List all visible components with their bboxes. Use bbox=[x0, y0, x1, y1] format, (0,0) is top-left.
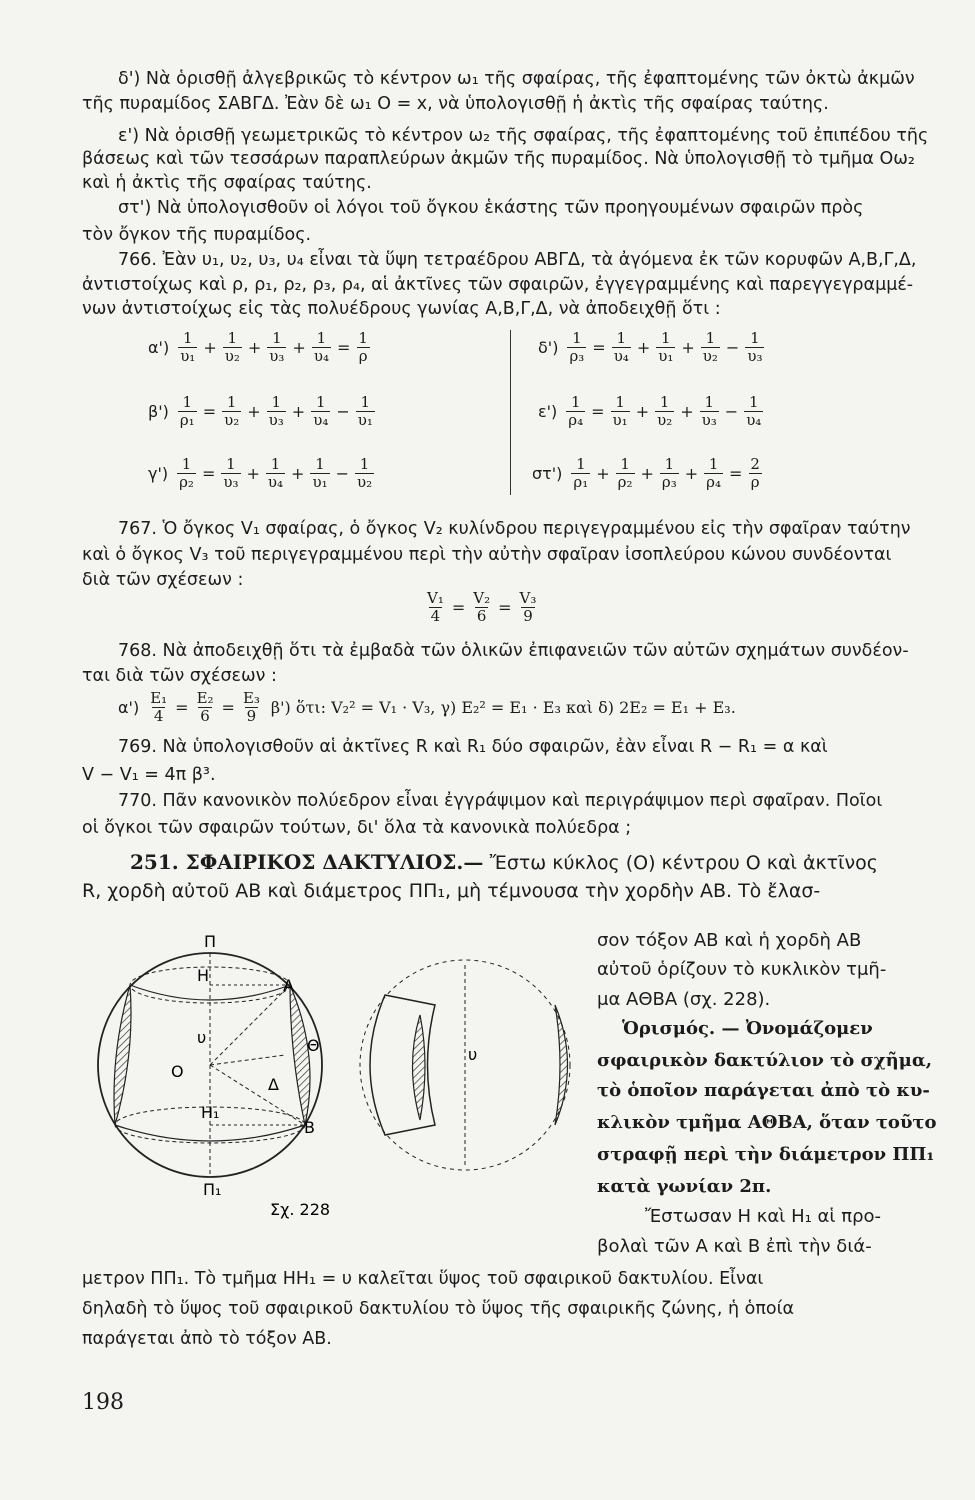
text-line: ἀντιστοίχως καὶ ρ, ρ₁, ρ₂, ρ₃, ρ₄, αἱ ἀκτῖνες τῶν σφαιρῶν, ἐγγεγραμμένης καὶ παρεγγεγραμμέ- bbox=[82, 275, 914, 295]
equation-767: $\frac{\text{V₁}}{4}$ = $\frac{\text{V₂}}{6}$ = $\frac{\text{V₃}}{9}$ bbox=[427, 589, 537, 625]
text-line: στραφῇ περὶ τὴν διάμετρον ΠΠ₁ bbox=[597, 1144, 935, 1165]
text-line: παράγεται ἀπὸ τὸ τόξον ΑΒ. bbox=[82, 1329, 332, 1349]
text-line: αὐτοῦ ὁρίζουν τὸ κυκλικὸν τμῆ- bbox=[597, 959, 887, 980]
equation-epsilon: ε') $\frac{1}{\text{ρ₄}}$ = $\frac{1}{\text{υ₁}}$ + $\frac{1}{\text{υ₂}}$ + $\frac{1}{\text{υ₃}}$ − $\frac{1}{\text{υ₄}}$ bbox=[538, 393, 762, 429]
text-line: στ') Νὰ ὑπολογισθοῦν οἱ λόγοι τοῦ ὄγκου ἑκάστης τῶν προηγουμένων σφαιρῶν πρὸς bbox=[118, 198, 864, 218]
text-line: τῆς πυραμίδος ΣΑΒΓΔ. Ἐὰν δὲ ω₁ Ο = x, νὰ ὑπολογισθῇ ἡ ἀκτὶς τῆς σφαίρας ταύτης. bbox=[82, 94, 829, 114]
ring-right-part bbox=[555, 1005, 568, 1125]
text-line: 769. Νὰ ὑπολογισθοῦν αἱ ἀκτῖνες R καὶ R₁ δύο σφαιρῶν, ἐὰν εἶναι R − R₁ = α καὶ bbox=[118, 737, 828, 757]
label-theta: Θ bbox=[307, 1036, 320, 1055]
text-line: Ὁρισμός. — Ὀνομάζομεν bbox=[622, 1018, 873, 1039]
text-line: καὶ ἡ ἀκτὶς τῆς σφαίρας ταύτης. bbox=[82, 173, 372, 193]
text-line: διὰ τῶν σχέσεων : bbox=[82, 570, 244, 590]
text-line: V − V₁ = 4π β³. bbox=[82, 765, 216, 785]
text-line: οἱ ὄγκοι τῶν σφαιρῶν τούτων, δι' ὅλα τὰ κανονικὰ πολύεδρα ; bbox=[82, 818, 632, 838]
text-line: 770. Πᾶν κανονικὸν πολύεδρον εἶναι ἐγγράψιμον καὶ περιγράψιμον περὶ σφαῖραν. Ποῖοι bbox=[118, 791, 883, 811]
text-line: κατὰ γωνίαν 2π. bbox=[597, 1176, 772, 1197]
text-line: σον τόξον ΑΒ καὶ ἡ χορδὴ ΑΒ bbox=[597, 930, 862, 951]
text-line: δηλαδὴ τὸ ὕψος τοῦ σφαιρικοῦ δακτυλίου τὸ ὕψος τῆς σφαιρικῆς ζώνης, ἡ ὁποία bbox=[82, 1299, 795, 1319]
text-line: μετρον ΠΠ₁. Τὸ τμῆμα ΗΗ₁ = υ καλεῖται ὕψος τοῦ σφαιρικοῦ δακτυλίου. Εἶναι bbox=[82, 1269, 764, 1289]
figure-228 bbox=[85, 925, 585, 1225]
text-line: κλικὸν τμῆμα ΑΘΒΑ, ὅταν τοῦτο bbox=[597, 1112, 937, 1133]
text-line: ται διὰ τῶν σχέσεων : bbox=[82, 666, 277, 686]
label-P: Π bbox=[204, 932, 217, 951]
text-line: βάσεως καὶ τῶν τεσσάρων παραπλεύρων ἀκμῶν τῆς πυραμίδος. Νὰ ὑπολογισθῇ τὸ τμῆμα Οω₂ bbox=[82, 149, 915, 169]
text-line: 768. Νὰ ἀποδειχθῇ ὅτι τὰ ἐμβαδὰ τῶν ὁλικῶν ἐπιφανειῶν τῶν αὐτῶν σχημάτων συνδέον- bbox=[118, 641, 909, 661]
section-heading: 251. ΣΦΑΙΡΙΚΟΣ ΔΑΚΤΥΛΙΟΣ.— Ἔστω κύκλος (Ο) κέντρου Ο καὶ ἀκτῖνος bbox=[130, 850, 878, 874]
page-number: 198 bbox=[82, 1390, 124, 1415]
label-B: Β bbox=[304, 1118, 315, 1137]
label-P1: Π₁ bbox=[203, 1180, 222, 1199]
text-line: δ') Νὰ ὁρισθῇ ἀλγεβρικῶς τὸ κέντρον ω₁ τῆς σφαίρας, τῆς ἐφαπτομένης τῶν ὀκτὼ ἀκμῶν bbox=[118, 69, 915, 89]
label-H: Η bbox=[197, 966, 210, 985]
equation-beta: β') $\frac{1}{\text{ρ₁}}$ = $\frac{1}{\text{υ₂}}$ + $\frac{1}{\text{υ₃}}$ + $\frac{1}{\text{υ₄}}$ − $\frac{1}{\text{υ₁}}$ bbox=[148, 393, 373, 429]
equation-alpha: α') $\frac{1}{\text{υ₁}}$ + $\frac{1}{\text{υ₂}}$ + $\frac{1}{\text{υ₃}}$ + $\frac{1}{\text{υ₄}}$ = $\frac{1}{\rho}$ bbox=[148, 329, 368, 365]
text-line: τὸ ὁποῖον παράγεται ἀπὸ τὸ κυ- bbox=[597, 1080, 930, 1101]
label-u2: υ bbox=[468, 1045, 478, 1064]
label-delta: Δ bbox=[268, 1075, 279, 1094]
text-line: βολαὶ τῶν Α καὶ Β ἐπὶ τὴν διά- bbox=[597, 1236, 872, 1257]
text-line: 767. Ὁ ὄγκος V₁ σφαίρας, ὁ ὄγκος V₂ κυλίνδρου περιγεγραμμένου εἰς τὴν σφαῖραν ταύτην bbox=[118, 519, 911, 539]
text-line: νων ἀντιστοίχως εἰς τὰς πολυέδρους γωνίας Α,Β,Γ,Δ, νὰ ἀποδειχθῇ ὅτι : bbox=[82, 299, 721, 319]
equation-delta: δ') $\frac{1}{\text{ρ₃}}$ = $\frac{1}{\text{υ₄}}$ + $\frac{1}{\text{υ₁}}$ + $\frac{1}{\text{υ₂}}$ − $\frac{1}{\text{υ₃}}$ bbox=[538, 329, 763, 365]
text-line: R, χορδὴ αὐτοῦ ΑΒ καὶ διάμετρος ΠΠ₁, μὴ τέμνουσα τὴν χορδὴν ΑΒ. Τὸ ἔλασ- bbox=[82, 880, 821, 902]
text-line: Ἔστωσαν Η καὶ Η₁ αἱ προ- bbox=[645, 1206, 882, 1227]
label-O: Ο bbox=[171, 1062, 184, 1081]
equation-stigma: στ') $\frac{1}{\text{ρ₁}}$ + $\frac{1}{\text{ρ₂}}$ + $\frac{1}{\text{ρ₃}}$ + $\frac{1}{\text{ρ₄}}$ = $\frac{2}{\rho}$ bbox=[532, 455, 760, 491]
segment-right bbox=[290, 985, 310, 1125]
text-line: σφαιρικὸν δακτύλιον τὸ σχῆμα, bbox=[597, 1050, 932, 1071]
equation-gamma: γ') $\frac{1}{\text{ρ₂}}$ = $\frac{1}{\text{υ₃}}$ + $\frac{1}{\text{υ₄}}$ + $\frac{1}{\text{υ₁}}$ − $\frac{1}{\text{υ₂}}$ bbox=[148, 455, 373, 491]
text-line: μα ΑΘΒΑ (σχ. 228). bbox=[597, 989, 771, 1010]
text-line: ε') Νὰ ὁρισθῇ γεωμετρικῶς τὸ κέντρον ω₂ τῆς σφαίρας, τῆς ἐφαπτομένης τοῦ ἐπιπέδου τῆς bbox=[118, 126, 929, 146]
text-line: 766. Ἐὰν υ₁, υ₂, υ₃, υ₄ εἶναι τὰ ὕψη τετραέδρου ΑΒΓΔ, τὰ ἀγόμενα ἐκ τῶν κορυφῶν Α,Β,Γ,Δ, bbox=[118, 250, 917, 270]
segment-left bbox=[114, 985, 131, 1125]
label-u: υ bbox=[197, 1028, 207, 1047]
text-line: καὶ ὁ ὄγκος V₃ τοῦ περιγεγραμμένου περὶ τὴν αὐτὴν σφαῖραν ἰσοπλεύρου κώνου συνδέονται bbox=[82, 545, 892, 565]
equation-768: α') $\frac{\text{E₁}}{4}$ = $\frac{\text{E₂}}{6}$ = $\frac{\text{E₃}}{9}$ β') ὅτι: V₂² = V₁ · V₃, γ) E₂² = E₁ · E₃ καὶ δ) 2E₂ = E₁ + E₃. bbox=[118, 689, 736, 725]
label-A: Α bbox=[283, 976, 294, 995]
figure-caption: Σχ. 228 bbox=[270, 1200, 331, 1219]
divider bbox=[510, 330, 511, 495]
text-line: τὸν ὄγκον τῆς πυραμίδος. bbox=[82, 225, 312, 245]
label-H1: Η₁ bbox=[201, 1103, 220, 1122]
